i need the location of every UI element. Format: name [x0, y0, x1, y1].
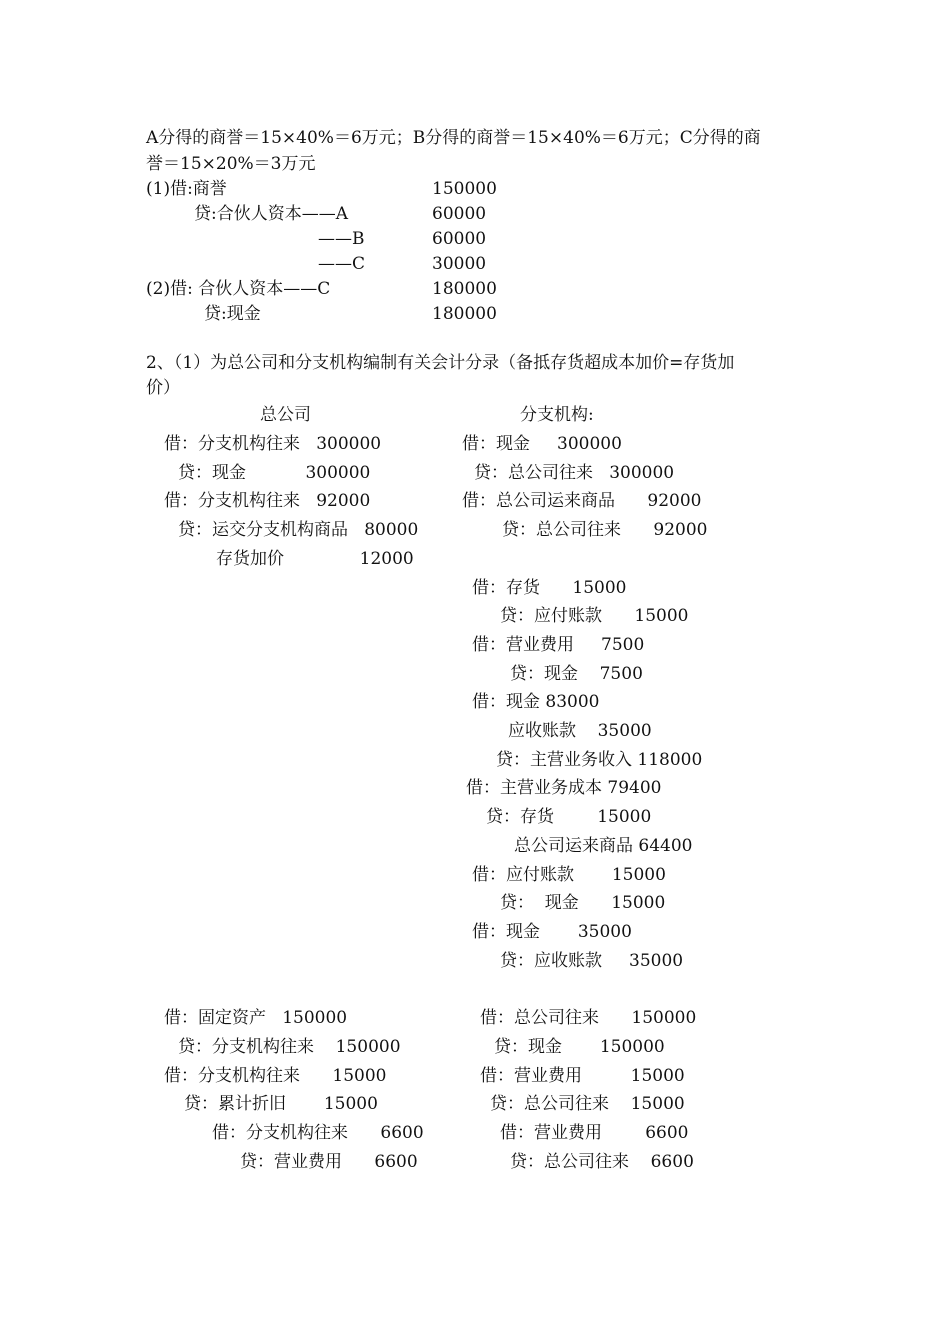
branch-entry-line: 贷：总公司往来 300000 [474, 463, 675, 483]
goodwill-text-line2: 誉＝15×20%＝3万元 [146, 154, 316, 174]
entry1-debit-label: (1)借:商誉 [146, 179, 227, 199]
branch-entry-line: 总公司运来商品 64400 [514, 836, 693, 856]
branch-entry-line: 贷：现金 7500 [510, 664, 643, 684]
branch-entry-line: 借：应付账款 15000 [472, 865, 666, 885]
hq-column-title: 总公司 [260, 405, 311, 425]
branch-entry-line: 借：现金 300000 [462, 434, 622, 454]
hq-entry-line: 借：分支机构往来 6600 [212, 1123, 424, 1143]
branch-entry-line: 贷：应收账款 35000 [500, 951, 684, 971]
part2-heading-line2: 价） [146, 378, 180, 398]
branch-entry-line: 借：营业费用 6600 [500, 1123, 689, 1143]
branch-column-title: 分支机构: [520, 405, 594, 425]
hq-entry-line: 借：固定资产 150000 [164, 1008, 348, 1028]
goodwill-text-line1: A分得的商誉＝15×40%＝6万元；B分得的商誉＝15×40%＝6万元；C分得的商 [146, 128, 761, 148]
entry2-debit-label: (2)借: 合伙人资本——C [146, 279, 331, 299]
hq-entry-line: 借：分支机构往来 92000 [164, 491, 371, 511]
branch-entry-line: 借：现金 35000 [472, 922, 632, 942]
hq-entry-line: 贷：分支机构往来 150000 [178, 1037, 401, 1057]
entry1-credit-c-amount: 30000 [432, 254, 487, 274]
entry2-debit-amount: 180000 [432, 279, 497, 299]
branch-entry-line: 贷：总公司往来 15000 [490, 1094, 685, 1114]
part2-heading-line1: 2、（1）为总公司和分支机构编制有关会计分录（备抵存货超成本加价=存货加 [146, 353, 735, 373]
branch-entry-line: 应收账款 35000 [508, 721, 652, 741]
branch-entry-line: 贷：总公司往来 6600 [510, 1152, 694, 1172]
branch-entry-line: 贷：总公司往来 92000 [502, 520, 708, 540]
entry1-credit-b-amount: 60000 [432, 229, 487, 249]
entry1-debit-amount: 150000 [432, 179, 497, 199]
hq-entry-line: 贷：累计折旧 15000 [184, 1094, 378, 1114]
branch-entry-line: 借：现金 83000 [472, 692, 600, 712]
branch-entry-line: 借：存货 15000 [472, 578, 627, 598]
branch-entry-line: 借：营业费用 15000 [480, 1066, 685, 1086]
entry1-credit-label: 贷:合伙人资本——A [194, 204, 349, 224]
branch-entry-line: 贷：应付账款 15000 [500, 606, 689, 626]
entry1-credit-b-label: ——B [318, 229, 365, 249]
hq-entry-line: 借：分支机构往来 300000 [164, 434, 382, 454]
hq-entry-line: 贷：现金 300000 [178, 463, 371, 483]
branch-entry-line: 借：总公司运来商品 92000 [462, 491, 702, 511]
branch-entry-line: 贷：现金 150000 [494, 1037, 665, 1057]
branch-entry-line: 借：总公司往来 150000 [480, 1008, 697, 1028]
entry2-credit-amount: 180000 [432, 304, 497, 324]
hq-entry-line: 存货加价 12000 [216, 549, 414, 569]
branch-entry-line: 贷：存货 15000 [486, 807, 652, 827]
entry1-credit-amount: 60000 [432, 204, 487, 224]
hq-entry-line: 借：分支机构往来 15000 [164, 1066, 387, 1086]
branch-entry-line: 借：营业费用 7500 [472, 635, 645, 655]
branch-entry-line: 借：主营业务成本 79400 [466, 778, 662, 798]
entry2-credit-label: 贷:现金 [204, 304, 261, 324]
branch-entry-line: 贷：主营业务收入 118000 [496, 750, 703, 770]
hq-entry-line: 贷：运交分支机构商品 80000 [178, 520, 419, 540]
entry1-credit-c-label: ——C [318, 254, 366, 274]
hq-entry-line: 贷：营业费用 6600 [240, 1152, 418, 1172]
branch-entry-line: 贷： 现金 15000 [500, 893, 666, 913]
